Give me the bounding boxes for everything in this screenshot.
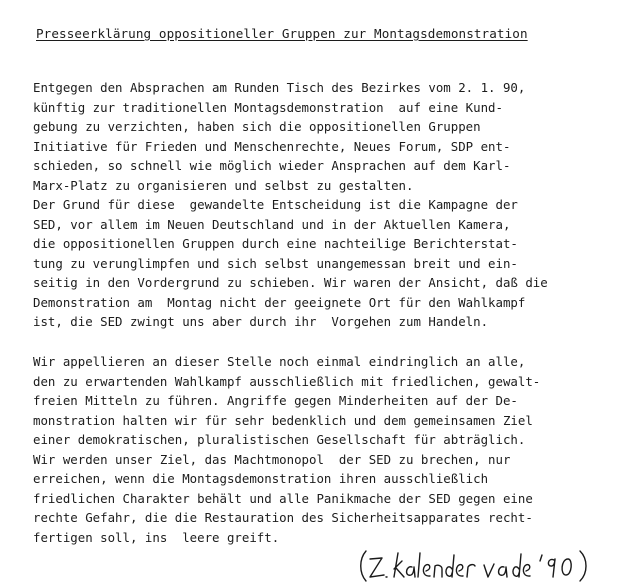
text-line: den zu erwartenden Wahlkampf ausschließlich mit friedlichen, gewalt- (33, 373, 541, 389)
text-line: fertigen soll, ins leere greift. (33, 529, 280, 545)
signature-drawing (356, 547, 596, 583)
text-line: Marx-Platz zu organisieren und selbst zu gestalten. (33, 177, 414, 193)
paragraph-1 (33, 78, 548, 332)
text-line: rechte Gefahr, die die Restauration des Sicherheitsapparates recht- (33, 510, 533, 525)
text-line: schieden, so schnell wie möglich wieder Ansprachen auf dem Karl- (33, 158, 511, 173)
handwritten-signature (356, 547, 596, 583)
text-line: die oppositionellen Gruppen durch eine nachteilige Berichterstat- (33, 236, 518, 251)
text-line: Der Grund für diese gewandelte Entscheidung ist die Kampagne der (33, 197, 518, 212)
text-line: gebung zu verzichten, haben sich die oppositionellen Gruppen (33, 119, 481, 134)
paragraph-2 (33, 352, 540, 547)
text-line: Entgegen den Absprachen am Runden Tisch des Bezirkes vom 2. 1. 90, (33, 80, 526, 95)
text-line: erreichen, wenn die Montagsdemonstration ihren ausschließlich (33, 471, 489, 486)
text-line: seitig in den Vordergrund zu schieben. Wir waren der Ansicht, daß die (33, 275, 548, 290)
text-line: Initiative für Frieden und Menschenrechte, Neues Forum, SDP ent- (33, 138, 511, 154)
text-line: Wir appellieren an dieser Stelle noch einmal eindringlich an alle, (33, 354, 526, 369)
text-line: friedlichen Charakter behält und alle Panikmache der SED gegen eine (33, 490, 533, 506)
text-line: Wir werden unser Ziel, das Machtmonopol der SED zu brechen, nur (33, 451, 511, 467)
text-line: tung zu verunglimpfen und sich selbst unangemessan breit und ein- (33, 255, 518, 271)
text-line: einer demokratischen, pluralistischen Gesellschaft für abträglich. (33, 432, 526, 447)
document-title: Presseerklärung oppositioneller Gruppen zur Montagsdemonstration (36, 26, 528, 41)
text-line: künftig zur traditionellen Montagsdemonstration auf eine Kund- (33, 99, 503, 115)
text-line: freien Mitteln zu führen. Angriffe gegen Minderheiten auf der De- (33, 393, 518, 408)
text-line: SED, vor allem im Neuen Deutschland und in der Aktuellen Kamera, (33, 216, 511, 232)
text-line: monstration halten wir für sehr bedenklich und dem gemeinsamen Ziel (33, 412, 533, 428)
text-line: Demonstration am Montag nicht der geeignete Ort für den Wahlkampf (33, 294, 526, 310)
text-line: ist, die SED zwingt uns aber durch ihr Vorgehen zum Handeln. (33, 314, 489, 329)
